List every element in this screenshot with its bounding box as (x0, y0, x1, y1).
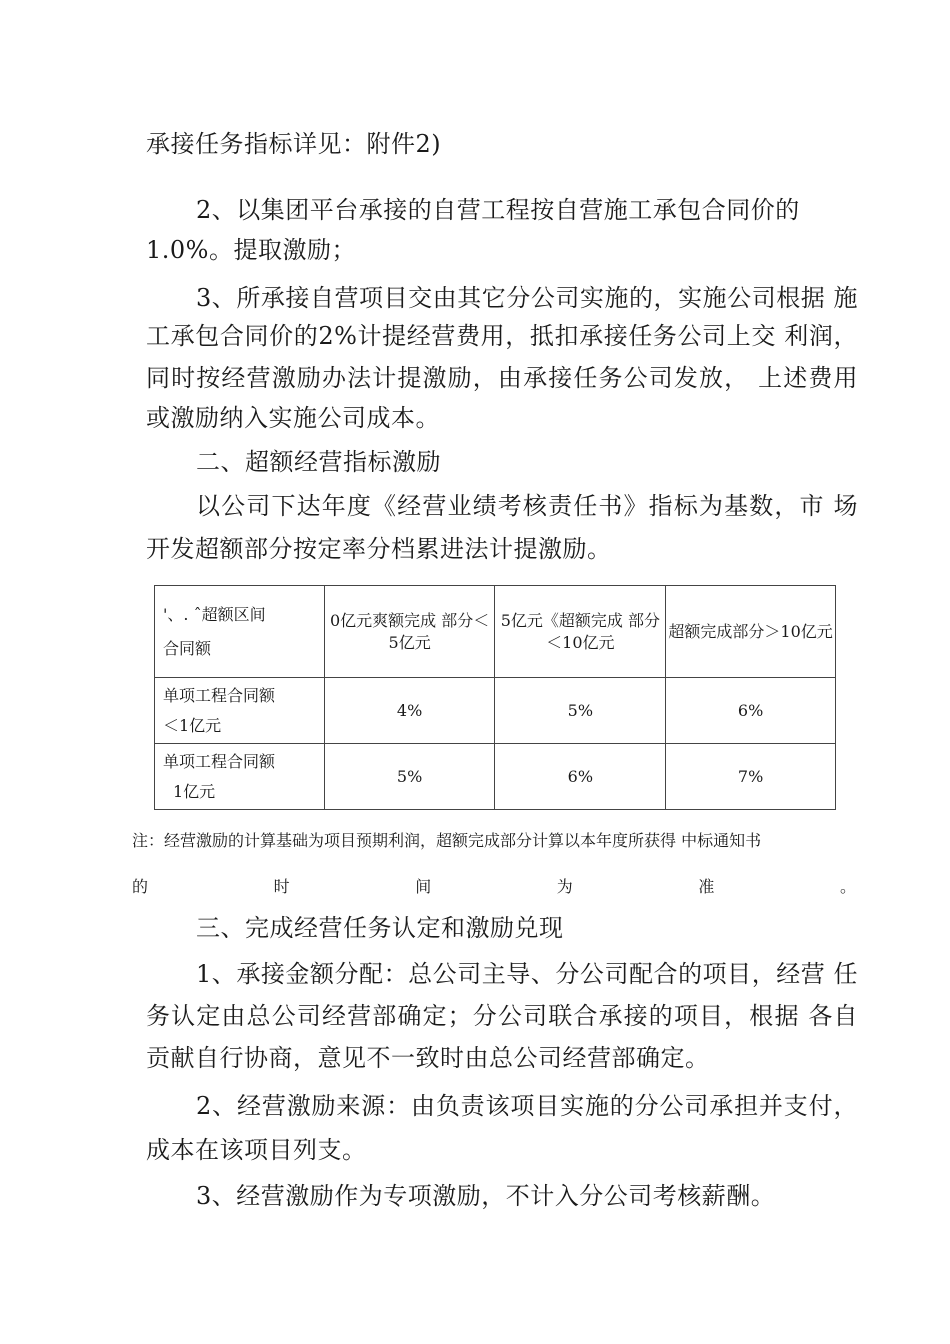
paragraph-line: 工承包合同价的2%计提经营费用，抵扣承接任务公司上交 利润， (146, 322, 858, 350)
paragraph-line: 3、经营激励作为专项激励，不计入分公司考核薪酬。 (196, 1182, 776, 1210)
corner-label-bottom: 合同额 (163, 638, 212, 658)
rate-cell: 5% (324, 744, 495, 810)
table-note: 注：经营激励的计算基础为项目预期利润，超额完成部分计算以本年度所获得 中标通知书 (132, 831, 762, 850)
paragraph-line: 或激励纳入实施公司成本。 (146, 404, 440, 432)
paragraph-line: 3、所承接自营项目交由其它分公司实施的，实施公司根据 施 (196, 284, 858, 312)
paragraph-line: 开发超额部分按定率分档累进法计提激励。 (146, 535, 612, 563)
table-header-row (155, 586, 836, 678)
rate-cell: 5% (495, 678, 666, 744)
corner-label-top: '、. ˆ超额区间 (163, 604, 266, 624)
paragraph-line: 承接任务指标详见：附件2) (146, 130, 442, 158)
paragraph-line: 2、经营激励来源：由负责该项目实施的分公司承担并支付， (196, 1092, 858, 1120)
table-note-continuation (132, 876, 856, 898)
rate-cell: 4% (324, 678, 495, 744)
column-header: 5亿元《超额完成 部分＜10亿元 (495, 586, 666, 678)
row-label-bottom: ＜1亿元 (163, 715, 222, 735)
paragraph-line: 务认定由总公司经营部确定；分公司联合承接的项目，根据 各自 (146, 1002, 858, 1030)
note-char: 的 (132, 877, 149, 896)
paragraph-line: 贡献自行协商，意见不一致时由总公司经营部确定。 (146, 1044, 710, 1072)
note-char: 准 (698, 877, 715, 896)
note-char: 为 (556, 877, 573, 896)
table-row (155, 678, 836, 744)
paragraph-line: 2、以集团平台承接的自营工程按自营施工承包合同价的 (196, 196, 800, 224)
row-header-cell (155, 744, 325, 810)
row-label-top: 单项工程合同额 (163, 751, 276, 771)
note-char: 时 (273, 877, 290, 896)
incentive-rate-table (154, 585, 836, 810)
rate-cell: 6% (495, 744, 666, 810)
column-header: 超额完成部分＞10亿元 (666, 586, 836, 678)
rate-cell: 6% (666, 678, 836, 744)
paragraph-line: 同时按经营激励办法计提激励，由承接任务公司发放， 上述费用 (146, 364, 858, 392)
row-label-top: 单项工程合同额 (163, 685, 276, 705)
row-label-bottom: 1亿元 (173, 781, 216, 801)
column-header: 0亿元爽额完成 部分＜5亿元 (324, 586, 495, 678)
paragraph-line: 1.0%。提取激励； (146, 236, 356, 264)
note-char: 。 (839, 877, 856, 896)
note-char: 间 (415, 877, 432, 896)
paragraph-line: 成本在该项目列支。 (146, 1136, 367, 1164)
table-row (155, 744, 836, 810)
table-corner-cell (155, 586, 325, 678)
row-header-cell (155, 678, 325, 744)
rate-cell: 7% (666, 744, 836, 810)
paragraph-line: 以公司下达年度《经营业绩考核责任书》指标为基数，市 场 (196, 492, 858, 520)
paragraph-line: 1、承接金额分配：总公司主导、分公司配合的项目，经营 任 (196, 960, 858, 988)
section-heading: 二、超额经营指标激励 (196, 448, 441, 476)
section-heading: 三、完成经营任务认定和激励兑现 (196, 914, 564, 942)
